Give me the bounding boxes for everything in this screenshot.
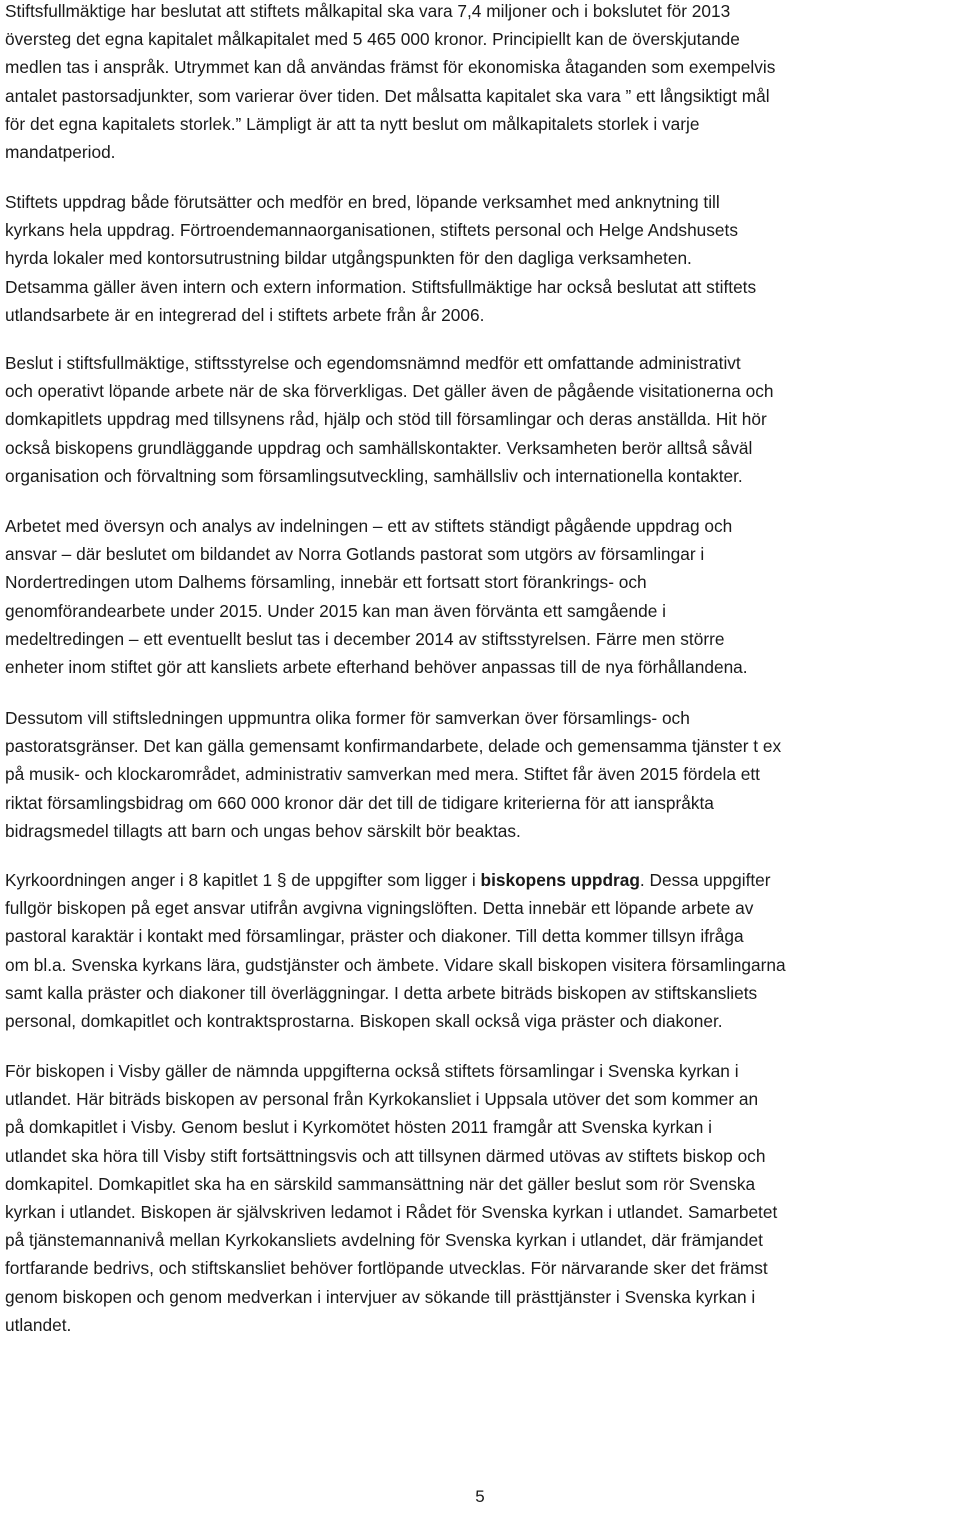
text-line: antalet pastorsadjunkter, som varierar över tiden. Det målsatta kapitalet ska vara ” ett långsiktigt mål [5, 85, 770, 106]
text-segment: . Dessa uppgifter [639, 870, 771, 890]
text-line: Beslut i stiftsfullmäktige, stiftsstyrelse och egendomsnämnd medför ett omfattande administrativt [5, 353, 741, 373]
paragraph-division-review [5, 512, 957, 681]
text-line: på musik- och klockarområdet, administrativ samverkan med mera. Stiftet får även 2015 fördela ett [5, 764, 760, 785]
text-line: om bl.a. Svenska kyrkans lära, gudstjänster och ämbete. Vidare skall biskopen visitera församlingarna [5, 954, 786, 975]
text-line: enheter inom stiftet gör att kansliets arbete efterhand behöver anpassas till de nya förhållandena. [5, 657, 748, 678]
text-line: och operativt löpande arbete när de ska förverkligas. Det gäller även de pågående visitationerna och [5, 381, 774, 402]
text-segment: Kyrkoordningen anger i 8 kapitlet 1 § de uppgifter som ligger i [5, 870, 481, 890]
text-line: domkapitel. Domkapitlet ska ha en särskild sammansättning när det gäller beslut som rör Svenska [5, 1173, 756, 1194]
text-line: översteg det egna kapitalet målkapitalet med 5 465 000 kronor. Principiellt kan de överskjutande [5, 29, 740, 50]
text-line: utlandsarbete är en integrerad del i stiftets arbete från år 2006. [5, 304, 485, 325]
text-line: Nordertredingen utom Dalhems församling, innebär ett fortsatt stort förankrings- och [5, 572, 647, 593]
text-line: organisation och förvaltning som församlingsutveckling, samhällsliv och internationella kontakter. [5, 465, 743, 486]
text-line: För biskopen i Visby gäller de nämnda uppgifterna också stiftets församlingar i Svenska kyrkan i [5, 1061, 739, 1081]
text-line: medlen tas i anspråk. Utrymmet kan då användas främst för ekonomiska åtaganden som exempelvis [5, 57, 776, 78]
text-line: utlandet. Här biträds biskopen av personal från Kyrkokansliet i Uppsala utöver det som kommer an [5, 1089, 759, 1110]
text-line: hyrda lokaler med kontorsutrustning bildar utgångspunkten för den dagliga verksamheten. [5, 248, 692, 269]
text-line: pastoratsgränser. Det kan gälla gemensamt konfirmandarbete, delade och gemensamma tjänster t ex [5, 736, 782, 757]
text-line: utlandet ska höra till Visby stift fortsättningsvis och att tillsynen därmed utövas av stiftets biskop och [5, 1145, 766, 1166]
paragraph-decisions [5, 349, 957, 490]
page-number: 5 [475, 1487, 485, 1506]
text-line: Arbetet med översyn och analys av indelningen – ett av stiftets ständigt pågående uppdrag och [5, 516, 733, 536]
text-line: samt kalla präster och diakoner till överläggningar. I detta arbete biträds biskopen av stiftskansliets [5, 982, 758, 1003]
text-line: Stiftets uppdrag både förutsätter och medför en bred, löpande verksamhet med anknytning till [5, 192, 720, 212]
text-line: medeltredingen – ett eventuellt beslut tas i december 2014 av stiftsstyrelsen. Färre men större [5, 628, 725, 649]
paragraph-target-capital [5, 0, 957, 166]
text-line: domkapitlets uppdrag med tillsynens råd, hjälp och stöd till församlingar och deras anställda. Hit hör [5, 409, 767, 430]
text-line: pastoral karaktär i kontakt med församlingar, präster och diakoner. Till detta kommer tillsyn ifråga [5, 926, 744, 947]
bold-term-biskopens-uppdrag: biskopens uppdrag [480, 870, 640, 890]
text-line: Detsamma gäller även intern och extern information. Stiftsfullmäktige har också beslutat att stiftets [5, 276, 757, 297]
text-line: genomförandearbete under 2015. Under 2015 kan man även förvänta ett samgående i [5, 600, 666, 621]
text-line: bidragsmedel tillagts att barn och ungas behov särskilt bör beaktas. [5, 820, 521, 841]
text-line-with-bold [5, 866, 957, 894]
text-line: ansvar – där beslutet om bildandet av Norra Gotlands pastorat som utgörs av församlingar i [5, 544, 705, 565]
paragraph-diocese-mission [5, 188, 957, 329]
paragraph-cooperation [5, 704, 957, 845]
text-line: Stiftsfullmäktige har beslutat att stiftets målkapital ska vara 7,4 miljoner och i bokslutet för 2013 [5, 1, 731, 21]
text-line: personal, domkapitlet och kontraktsprostarna. Biskopen skall också viga präster och diakoner. [5, 1011, 723, 1032]
text-line: på tjänstemannanivå mellan Kyrkokansliets avdelning för Svenska kyrkan i utlandet, där främjandet [5, 1230, 763, 1251]
text-line: utlandet. [5, 1314, 72, 1335]
text-line: genom biskopen och genom medverkan i intervjuer av sökande till prästtjänster i Svenska kyrkan i [5, 1286, 756, 1307]
text-line: för det egna kapitalets storlek.” Lämpligt är att ta nytt beslut om målkapitalets storlek i varje [5, 113, 700, 134]
text-line: också biskopens grundläggande uppdrag och samhällskontakter. Verksamheten berör alltså såväl [5, 437, 753, 458]
text-line: på domkapitlet i Visby. Genom beslut i Kyrkomötet hösten 2011 framgår att Svenska kyrkan i [5, 1117, 712, 1138]
text-line: mandatperiod. [5, 142, 116, 163]
text-line: fullgör biskopen på eget ansvar utifrån avgivna vigningslöften. Detta innebär ett löpande arbete av [5, 898, 754, 919]
paragraph-bishop-visby-abroad [5, 1057, 957, 1339]
text-line: Dessutom vill stiftsledningen uppmuntra olika former för samverkan över församlings- och [5, 708, 690, 728]
text-line: kyrkans hela uppdrag. Förtroendemannaorganisationen, stiftets personal och Helge Andshusets [5, 220, 738, 241]
paragraph-bishop-mission [5, 866, 957, 1035]
text-line: fortfarande bedrivs, och stiftskansliet behöver fortlöpande utvecklas. För närvarande sker det främst [5, 1258, 768, 1279]
text-line: riktat församlingsbidrag om 660 000 kronor där det till de tidigare kriterierna för att ianspråkta [5, 792, 714, 813]
text-line: kyrkan i utlandet. Biskopen är självskriven ledamot i Rådet för Svenska kyrkan i utlandet. Samarbetet [5, 1202, 778, 1223]
